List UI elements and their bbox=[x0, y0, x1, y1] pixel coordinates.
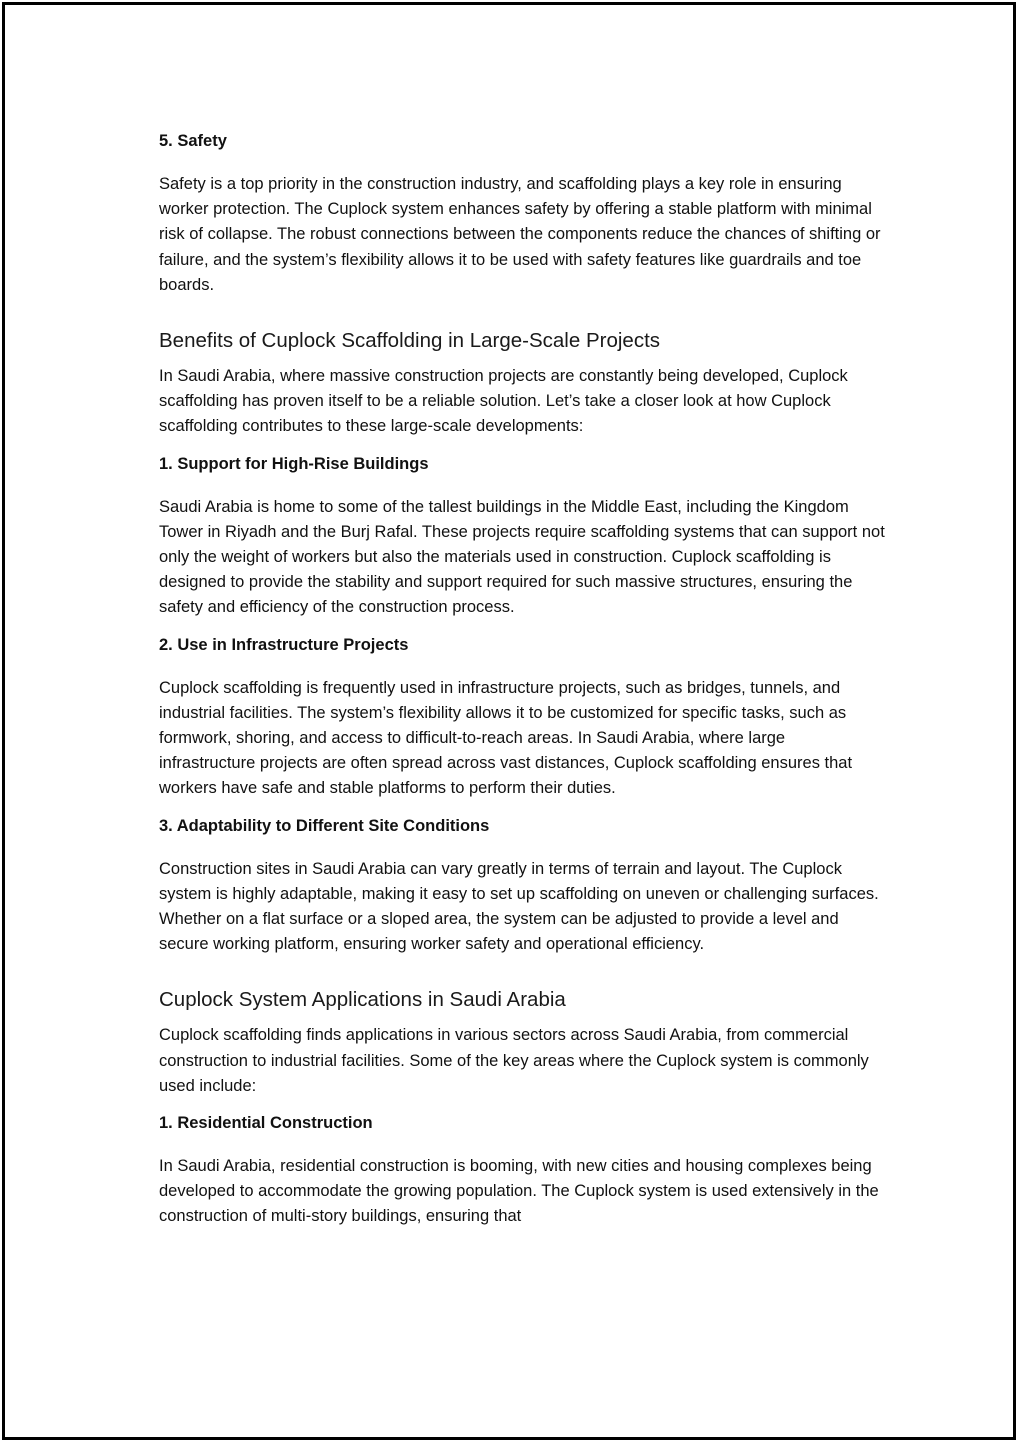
document-body bbox=[159, 129, 885, 1240]
benefits-section-title: Benefits of Cuplock Scaffolding in Large-Scale Projects bbox=[159, 329, 661, 353]
adaptability-paragraph: Construction sites in Saudi Arabia can vary greatly in terms of terrain and layout. The Cuplock system is highly adaptable, making it easy to set up scaffolding on uneven or challenging surfaces. Whether on a flat surface or a sloped area, the system can be adjusted to provide a level and secure working platform, ensuring worker safety and operational efficiency. bbox=[159, 859, 879, 954]
safety-paragraph: Safety is a top priority in the construction industry, and scaffolding plays a key role in ensuring worker protection. The Cuplock system enhances safety by offering a stable platform with minimal risk of collapse. The robust connections between the components reduce the chances of shifting or failure, and the system’s flexibility allows it to be used with safety features like guardrails and toe boards. bbox=[159, 175, 881, 294]
high-rise-heading: 1. Support for High-Rise Buildings bbox=[159, 454, 429, 473]
safety-heading: 5. Safety bbox=[159, 132, 227, 150]
page bbox=[2, 2, 1016, 1440]
residential-paragraph: In Saudi Arabia, residential construction is booming, with new cities and housing complexes being developed to accommodate the growing population. The Cuplock system is used extensively in the construction of multi-story buildings, ensuring that bbox=[159, 1157, 879, 1226]
infrastructure-heading: 2. Use in Infrastructure Projects bbox=[159, 635, 409, 654]
infrastructure-paragraph: Cuplock scaffolding is frequently used in infrastructure projects, such as bridges, tunnels, and industrial facilities. The system’s flexibility allows it to be customized for specific tasks, such as formwork, shoring, and access to difficult-to-reach areas. In Saudi Arabia, where large infrastructure projects are often spread across vast distances, Cuplock scaffolding ensures that workers have safe and stable platforms to perform their duties. bbox=[159, 678, 853, 798]
adaptability-heading: 3. Adaptability to Different Site Conditions bbox=[159, 816, 490, 835]
residential-heading: 1. Residential Construction bbox=[159, 1114, 373, 1133]
benefits-intro-paragraph: In Saudi Arabia, where massive construction projects are constantly being developed, Cuplock scaffolding has proven itself to be a reliable solution. Let’s take a closer look at how Cuplock scaffolding contributes to these large-scale developments: bbox=[159, 367, 848, 436]
applications-section-title: Cuplock System Applications in Saudi Arabia bbox=[159, 988, 566, 1012]
applications-intro-paragraph: Cuplock scaffolding finds applications in various sectors across Saudi Arabia, from commercial construction to industrial facilities. Some of the key areas where the Cuplock system is commonly used include: bbox=[159, 1026, 869, 1095]
high-rise-paragraph: Saudi Arabia is home to some of the tallest buildings in the Middle East, including the Kingdom Tower in Riyadh and the Burj Rafal. These projects require scaffolding systems that can support not only the weight of workers but also the materials used in construction. Cuplock scaffolding is designed to provide the stability and support required for such massive structures, ensuring the safety and efficiency of the construction process. bbox=[159, 497, 885, 617]
